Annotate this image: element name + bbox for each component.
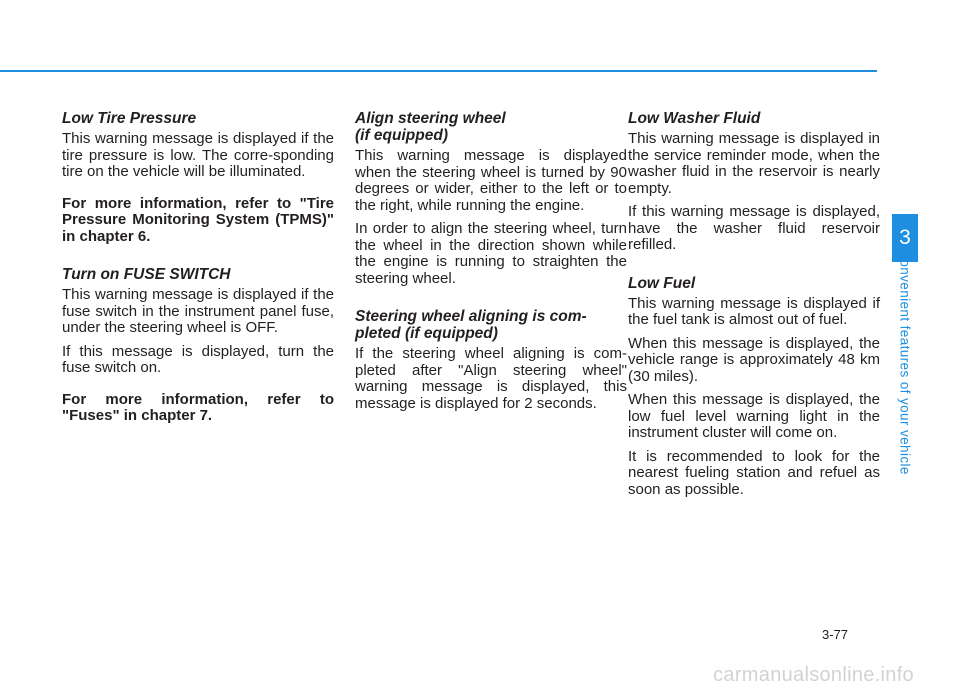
paragraph: This warning message is displayed if the tire pressure is low. The corre-sponding tire on the vehicle will be illuminated. [62,130,334,180]
reference-note: For more information, refer to "Tire Pressure Monitoring System (TPMS)" in chapter 6. [62,194,334,245]
reference-note: For more information, refer to "Fuses" in chapter 7. [62,390,334,424]
top-divider [0,70,877,72]
paragraph: This warning message is displayed in the service reminder mode, when the washer fluid in the reservoir is nearly empty. [628,130,880,197]
chapter-tab: 3 [892,214,918,262]
paragraph: In order to align the steering wheel, turn the wheel in the direction shown while the engine is running to straighten the steering wheel. [355,220,627,287]
paragraph: This warning message is displayed if the fuse switch in the instrument panel fuse, under the steering wheel is OFF. [62,286,334,336]
paragraph: If this warning message is displayed, have the washer fluid reservoir refilled. [628,203,880,253]
paragraph: It is recommended to look for the nearest fueling station and refuel as soon as possible. [628,447,880,498]
paragraph: When this message is displayed, the vehicle range is approximately 48 km (30 miles). [628,334,880,385]
paragraph: If the steering wheel aligning is com-pleted after "Align steering wheel" warning message is displayed, this message is displayed for 2 seconds. [355,345,627,412]
heading-steering-aligning-completed: Steering wheel aligning is com- pleted (if equipped) [355,308,587,342]
paragraph: If this message is displayed, turn the fuse switch on. [62,342,334,376]
paragraph: This warning message is displayed if the fuel tank is almost out of fuel. [628,294,880,328]
column-right [628,110,880,505]
paragraph: When this message is displayed, the low fuel level warning light in the instrument cluster will come on. [628,391,880,441]
heading-turn-on-fuse-switch: Turn on FUSE SWITCH [62,266,231,283]
watermark-text: carmanualsonline.info [713,664,914,686]
heading-low-tire-pressure: Low Tire Pressure [62,110,197,127]
heading-low-fuel: Low Fuel [628,274,696,292]
column-middle [355,110,627,419]
column-left [62,110,334,432]
heading-low-washer-fluid: Low Washer Fluid [628,110,761,127]
page-number: 3-77 [822,627,849,642]
chapter-title-vertical: Convenient features of your vehicle [897,249,913,475]
paragraph: This warning message is displayed when the steering wheel is turned by 90 degrees or wider, either to the left or to the right, while running the engine. [355,147,627,214]
heading-align-steering-wheel: Align steering wheel (if equipped) [355,110,506,144]
watermark-bar [0,664,960,689]
